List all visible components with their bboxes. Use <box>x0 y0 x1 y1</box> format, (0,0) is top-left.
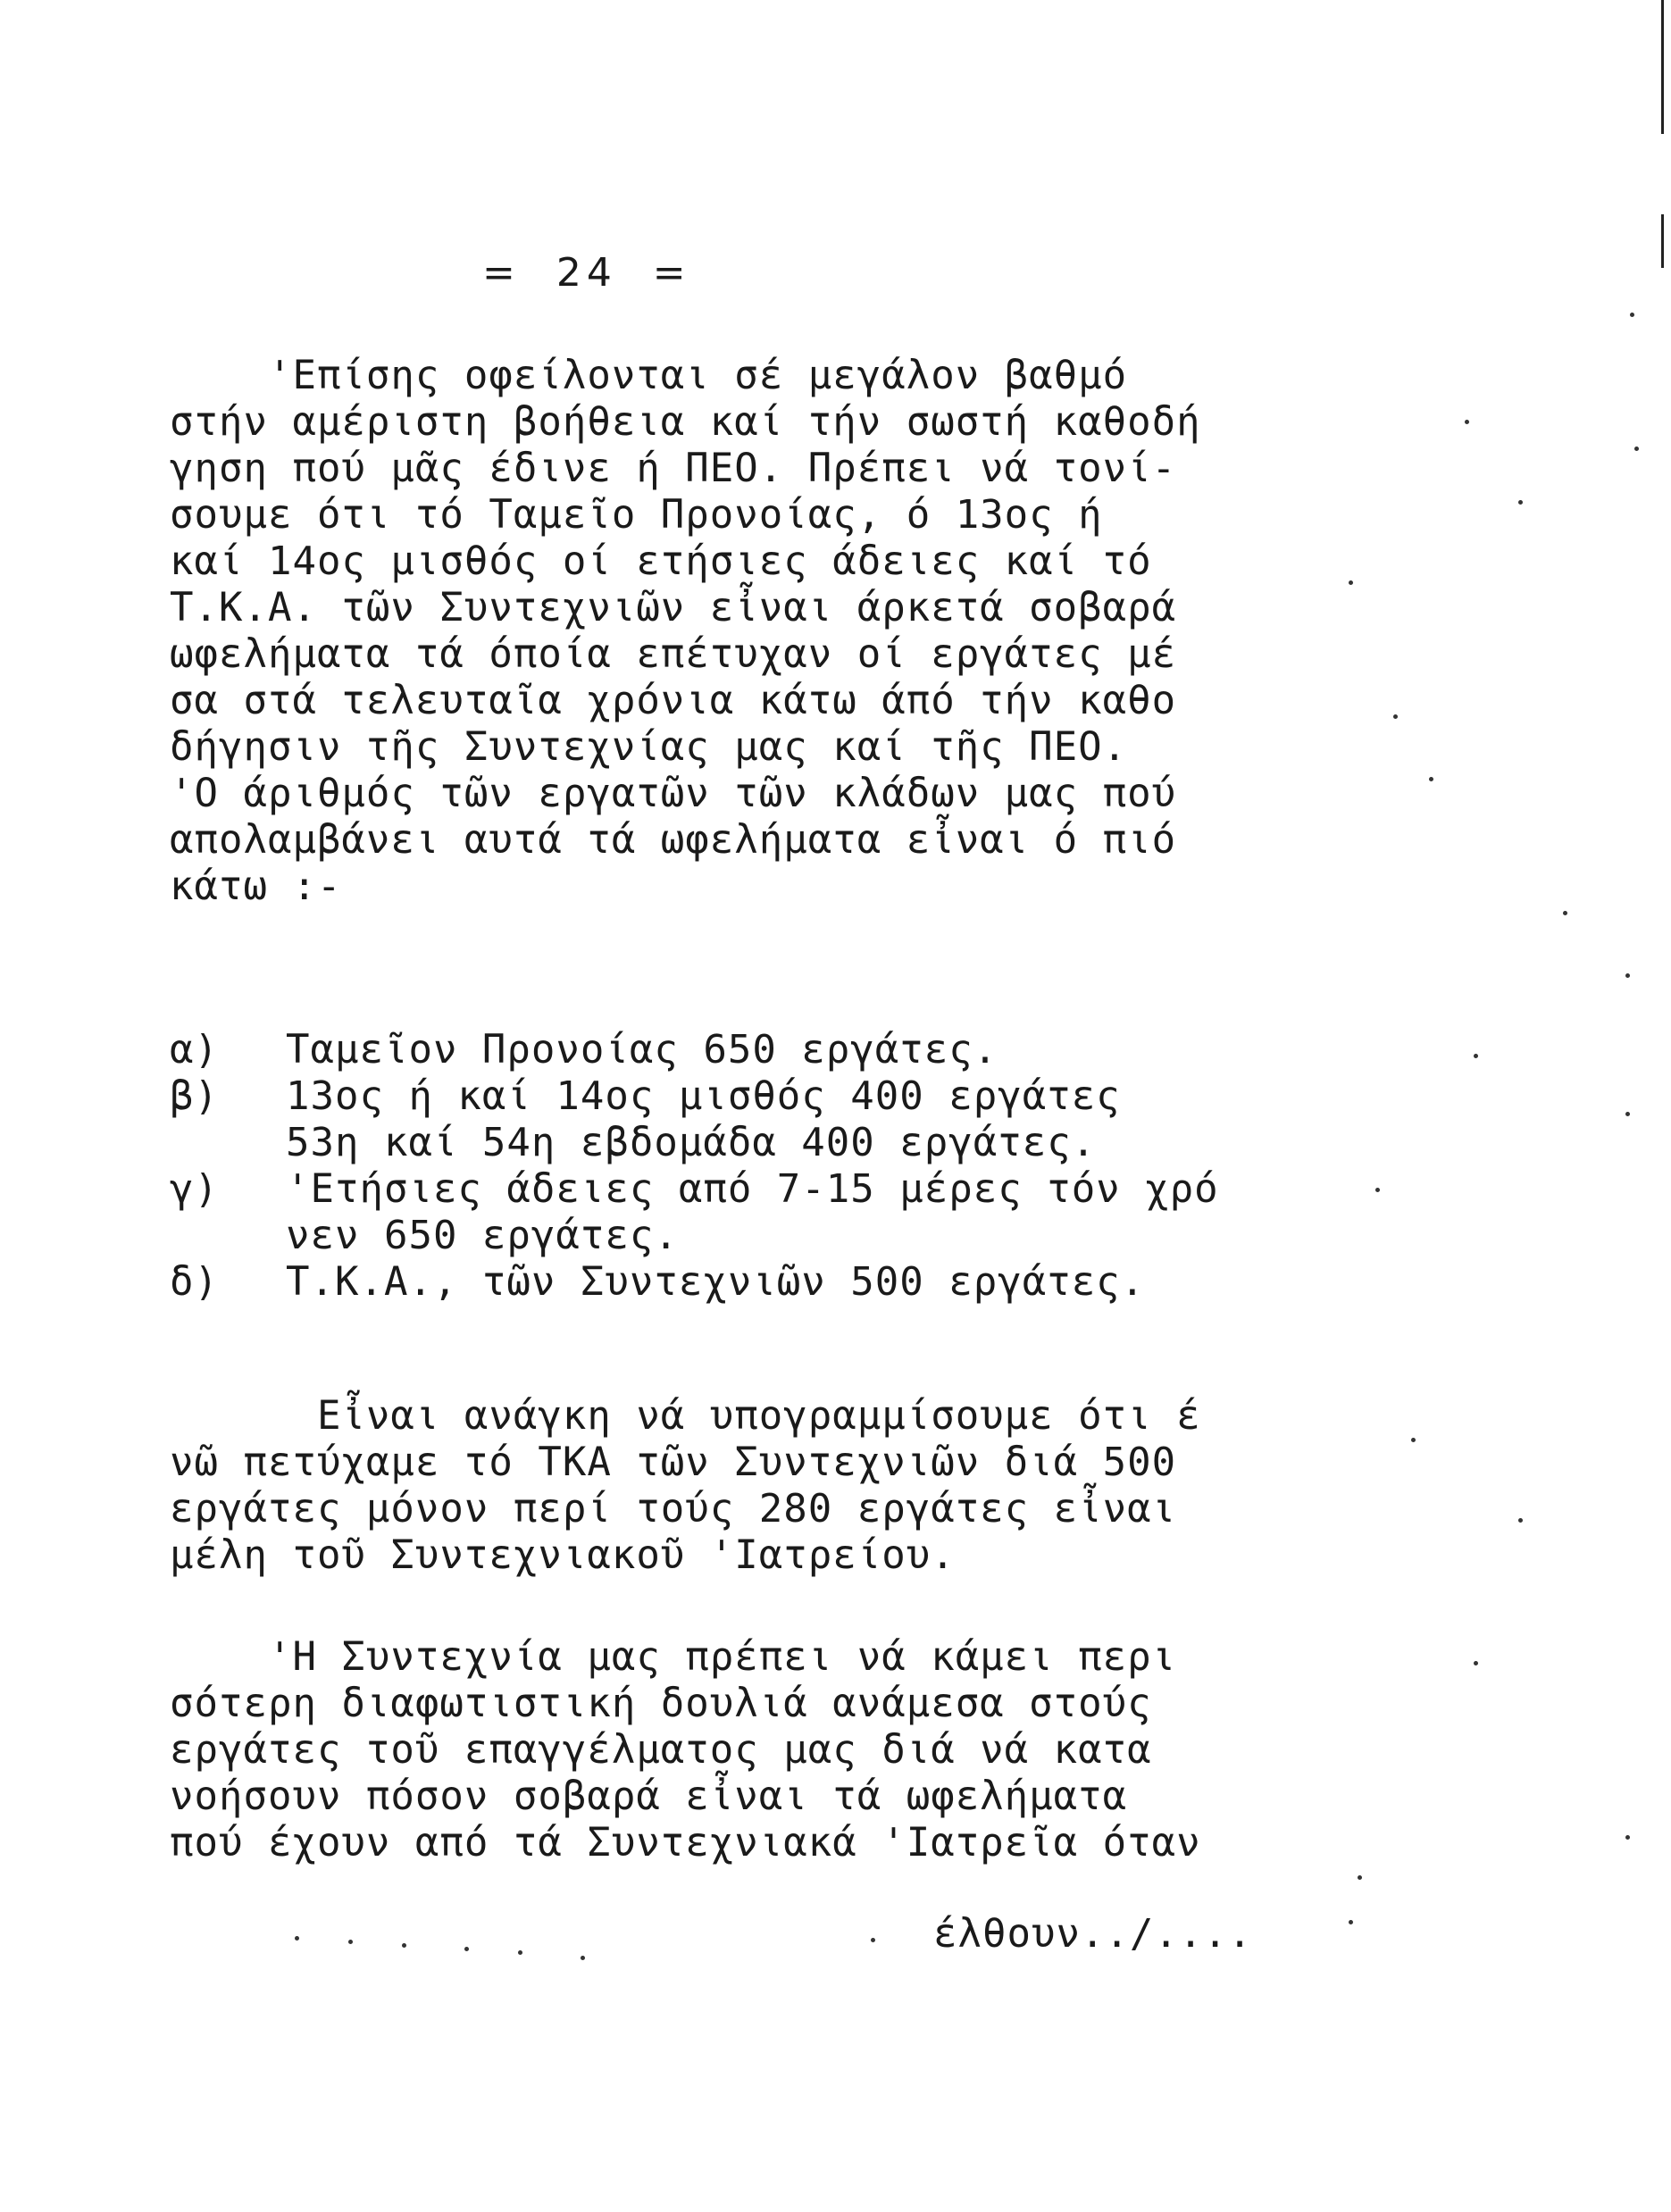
page-edge-mark <box>1661 0 1664 134</box>
text-line: σότερη διαφωτιστική δουλιά ανάμεσα στούς <box>170 1681 1152 1726</box>
text-line: 'Η Συντεχνία μας πρέπει νά κάμει περι <box>170 1634 1177 1680</box>
scan-speck <box>1625 973 1630 978</box>
scan-speck <box>464 1947 469 1951</box>
text-line: ωφελήματα τά όποία επέτυχαν οί εργάτες μέ <box>170 631 1177 677</box>
text-line: μέλη τοῦ Συντεχνιακοῦ 'Ιατρείου. <box>170 1532 956 1578</box>
paragraph-2 <box>170 1393 1349 1579</box>
scan-speck <box>1349 1920 1353 1924</box>
paragraph-1 <box>170 353 1349 910</box>
list-item <box>170 1166 1349 1259</box>
list-marker: α) <box>170 1027 219 1073</box>
list-item-text: 53η καί 54η εβδομάδα 400 εργάτες. <box>286 1120 1097 1165</box>
list-marker: δ) <box>170 1259 219 1305</box>
scan-speck <box>1630 313 1634 317</box>
list-item <box>170 1073 1349 1166</box>
scan-speck <box>402 1943 406 1948</box>
continuation-mark: έλθουν../.... <box>933 1911 1253 1957</box>
scan-speck <box>1625 1835 1630 1840</box>
scan-speck <box>295 1936 299 1941</box>
scan-speck <box>1349 580 1353 585</box>
text-line: εργάτες τοῦ επαγγέλματος μας διά νά κατα <box>170 1727 1152 1773</box>
text-line: καί 14ος μισθός οί ετήσιες άδειες καί τό <box>170 538 1152 584</box>
text-line: Τ.Κ.Α. τῶν Συντεχνιῶν εἶναι άρκετά σοβαρά <box>170 585 1177 630</box>
text-line: 'Επίσης οφείλονται σέ μεγάλον βαθμό <box>170 353 1128 398</box>
list-item <box>170 1259 1349 1306</box>
text-line: κάτω :- <box>170 864 342 909</box>
paragraph-3 <box>170 1634 1349 1866</box>
text-line: σουμε ότι τό Ταμεῖο Προνοίας, ό 13ος ή <box>170 492 1103 538</box>
text-line: νῶ πετύχαμε τό ΤΚΑ τῶν Συντεχνιῶν διά 500 <box>170 1440 1177 1485</box>
list-item-text: 13ος ή καί 14ος μισθός 400 εργάτες <box>286 1073 1121 1119</box>
text-line: πού έχουν από τά Συντεχνιακά 'Ιατρεῖα όταν <box>170 1820 1201 1866</box>
list-item-text: Τ.Κ.Α., τῶν Συντεχνιῶν 500 εργάτες. <box>286 1259 1146 1305</box>
text-line: γηση πού μᾶς έδινε ή ΠΕΟ. Πρέπει νά τονί- <box>170 446 1177 491</box>
list-marker: β) <box>170 1073 219 1119</box>
list-item-text: Ταμεῖον Προνοίας 650 εργάτες. <box>286 1027 998 1073</box>
scan-speck <box>1465 420 1469 424</box>
scan-speck <box>1474 1054 1478 1058</box>
list-marker: γ) <box>170 1166 219 1212</box>
text-line: νοήσουν πόσον σοβαρά εἶναι τά ωφελήματα <box>170 1774 1128 1819</box>
scan-speck <box>1393 714 1398 719</box>
text-line: Εἶναι ανάγκη νά υπογραμμίσουμε ότι έ <box>170 1393 1201 1439</box>
text-line: δήγησιν τῆς Συντεχνίας μας καί τῆς ΠΕΟ. <box>170 724 1128 770</box>
list-item-text: νεν 650 εργάτες. <box>286 1213 679 1258</box>
scan-speck <box>518 1950 522 1955</box>
text-line: στήν αμέριστη βοήθεια καί τήν σωστή καθοδή <box>170 399 1201 445</box>
text-line: απολαμβάνει αυτά τά ωφελήματα εἶναι ό πιό <box>170 817 1177 863</box>
text-line: 'Ο άριθμός τῶν εργατῶν τῶν κλάδων μας πού <box>170 771 1177 816</box>
page-edge-mark-lower <box>1661 214 1664 268</box>
scan-speck <box>1411 1438 1416 1442</box>
list-item-text: 'Ετήσιες άδειες από 7-15 μέρες τόν χρό <box>286 1166 1219 1212</box>
page-number: = 24 = <box>482 250 691 296</box>
benefits-list <box>170 1027 1349 1306</box>
scan-speck <box>1518 500 1523 505</box>
scan-speck <box>1518 1518 1523 1523</box>
scan-speck <box>1474 1661 1478 1665</box>
scan-speck <box>1634 447 1639 451</box>
scan-speck <box>1375 1188 1380 1192</box>
scan-speck <box>1625 1112 1630 1116</box>
scan-speck <box>1358 1875 1362 1880</box>
scan-speck <box>1429 777 1433 781</box>
text-line: σα στά τελευταῖα χρόνια κάτω άπό τήν καθο <box>170 678 1177 723</box>
scan-speck <box>1563 911 1567 915</box>
scan-speck <box>581 1956 585 1960</box>
text-line: εργάτες μόνον περί τούς 280 εργάτες εἶναι <box>170 1486 1177 1532</box>
scan-speck <box>871 1938 875 1942</box>
scan-speck <box>348 1940 353 1944</box>
list-item <box>170 1027 1349 1073</box>
